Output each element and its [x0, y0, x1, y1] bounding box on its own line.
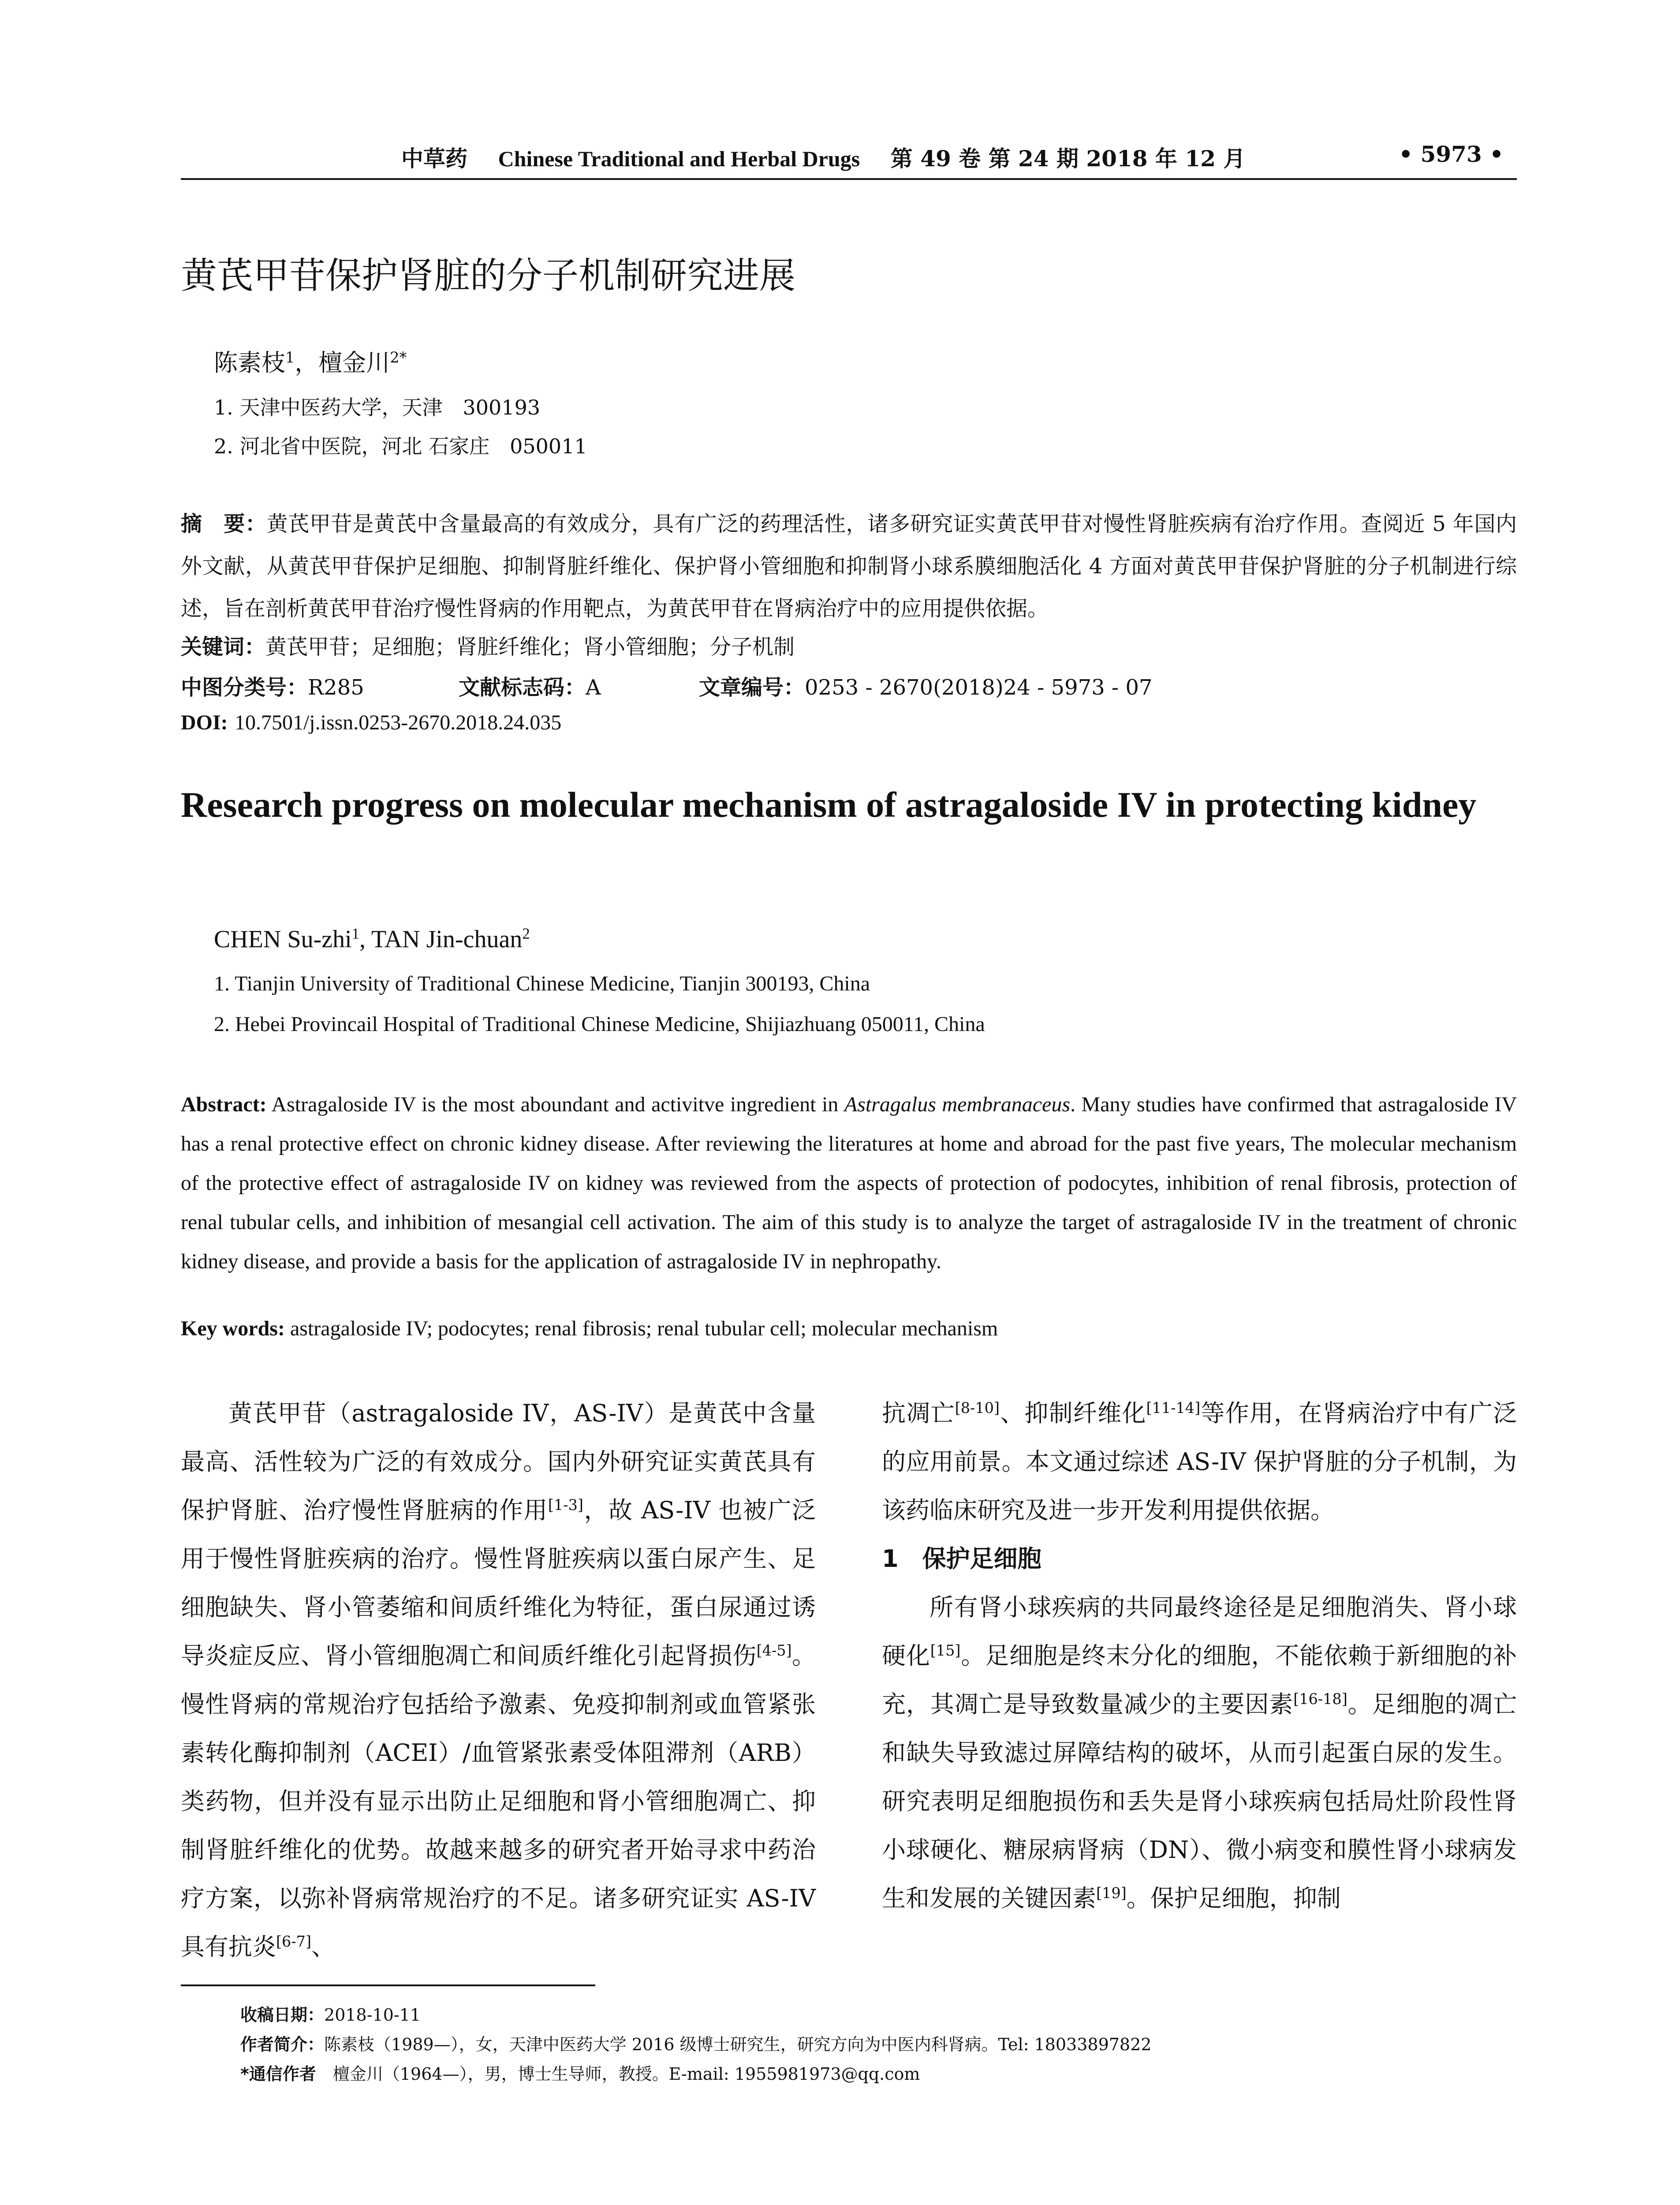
- body-left-text-2: ，故 AS-IV 也被广泛用于慢性肾脏疾病的治疗。慢性肾脏疾病以蛋白尿产生、足细胞缺失、肾小管萎缩和间质纤维化为特征，蛋白尿通过诱导炎症反应、肾小管细胞凋亡和间质纤维化引起肾损伤: [181, 1496, 816, 1670]
- corr-label: *通信作者: [240, 2064, 316, 2084]
- body-left-text-3: 。慢性肾病的常规治疗包括给予激素、免疫抑制剂或血管紧张素转化酶抑制剂（ACEI）/血管紧张素受体阻滞剂（ARB）类药物，但并没有显示出防止足细胞和肾小管细胞凋亡、抑制肾脏纤维化的优势。故越来越多的研究者开始寻求中药治疗方案，以弥补肾病常规治疗的不足。诸多研究证实 AS-IV 具有抗炎: [181, 1642, 816, 1961]
- art-value: 0253 - 2670(2018)24 - 5973 - 07: [805, 675, 1153, 700]
- author-1-sup: 1: [285, 349, 295, 366]
- ref-11-14: [11-14]: [1146, 1399, 1201, 1416]
- authors-cn: [214, 344, 407, 378]
- abstract-cn-text: 黄芪甲苷是黄芪中含量最高的有效成分，具有广泛的药理活性，诸多研究证实黄芪甲苷对慢性肾脏疾病有治疗作用。查阅近 5 年国内外文献，从黄芪甲苷保护足细胞、抑制肾脏纤维化、保护肾小管细胞和抑制肾小球系膜细胞活化 4 方面对黄芪甲苷保护肾脏的分子机制进行综述，旨在剖析黄芪甲苷治疗慢性肾病的作用靶点，为黄芪甲苷在肾病治疗中的应用提供依据。: [181, 512, 1517, 621]
- art-label: 文章编号：: [699, 675, 805, 700]
- keywords-cn-text: 黄芪甲苷；足细胞；肾脏纤维化；肾小管细胞；分子机制: [265, 635, 795, 659]
- body-right-p2-text-3: 。足细胞的凋亡和缺失导致滤过屏障结构的破坏，从而引起蛋白尿的发生。研究表明足细胞损伤和丢失是肾小球疾病包括局灶阶段性肾小球硬化、糖尿病肾病（DN）、微小病变和膜性肾小球病发生和发展的关键因素: [882, 1690, 1517, 1912]
- body-right-column: [882, 1389, 1517, 1923]
- abstract-en-label: Abstract:: [181, 1093, 267, 1116]
- body-right-p2-text-2: 。足细胞是终末分化的细胞，不能依赖于新细胞的补充，其凋亡是导致数量减少的主要因素: [882, 1642, 1517, 1718]
- author-1-cn: 陈素枝: [214, 349, 285, 377]
- doi-label: DOI:: [181, 711, 228, 734]
- body-left-text-4: 、: [311, 1933, 336, 1961]
- doc-code: [459, 670, 601, 701]
- author-2-cn: 檀金川: [318, 349, 390, 377]
- received-label: 收稿日期：: [240, 2005, 325, 2025]
- received-date: 2018-10-11: [324, 2005, 421, 2025]
- body-right-p2-text-4: 。保护足细胞，抑制: [1126, 1884, 1341, 1912]
- journal-name-en: Chinese Traditional and Herbal Drugs: [498, 146, 860, 171]
- affiliation-en-1: 1. Tianjin University of Traditional Chinese Medicine, Tianjin 300193, China: [214, 972, 870, 995]
- body-right-para-1: [882, 1389, 1517, 1535]
- bio-label: 作者简介：: [240, 2035, 325, 2054]
- clc-value: R285: [308, 675, 364, 700]
- authors-en: [214, 925, 530, 953]
- classification-line: [181, 670, 364, 701]
- footnote-corresponding: [240, 2060, 920, 2085]
- abstract-en-text-1: Astragaloside IV is the most aboundant and activitve ingredient in: [271, 1093, 844, 1116]
- affiliation-en-2: 2. Hebei Provincail Hospital of Traditional Chinese Medicine, Shijiazhuang 050011, China: [214, 1013, 985, 1036]
- abstract-cn: [181, 503, 1517, 630]
- ref-1-3: [1-3]: [548, 1496, 583, 1514]
- body-right-p1-text-3: 等作用，在肾病治疗中有广泛的应用前景。本文通过综述 AS-IV 保护肾脏的分子机制，为该药临床研究及进一步开发利用提供依据。: [882, 1399, 1517, 1524]
- ref-6-7: [6-7]: [276, 1933, 312, 1950]
- author-2-en: TAN Jin-chuan: [371, 926, 523, 953]
- affiliation-cn-2: 2. 河北省中医院，河北 石家庄 050011: [214, 434, 587, 458]
- abstract-en-text-2: . Many studies have confirmed that astragaloside IV has a renal protective effect on chronic kidney disease. After reviewing the literatures at home and abroad for the past five years, The molecular mechanism of the protective effect of astragaloside IV on kidney was reviewed from the aspects of protection of podocytes, inhibition of renal fibrosis, protection of renal tubular cells, and inhibition of mesangial cell activation. The aim of this study is to analyze the target of astragaloside IV in the treatment of chronic kidney disease, and provide a basis for the application of astragaloside IV in nephropathy.: [181, 1093, 1517, 1273]
- running-header: [181, 138, 1517, 180]
- doi-line: [181, 710, 561, 735]
- title-en: Research progress on molecular mechanism of astragaloside IV in protecting kidney: [181, 785, 1477, 825]
- body-left-column: [181, 1389, 816, 1971]
- author-sep-cn: ，: [295, 349, 319, 377]
- keywords-en-label: Key words:: [181, 1317, 285, 1340]
- ref-8-10: [8-10]: [955, 1399, 1000, 1416]
- footnote-divider: [181, 1984, 595, 1986]
- ref-16-18: [16-18]: [1293, 1690, 1348, 1708]
- issue-info: 第 49 卷 第 24 期 2018 年 12 月: [890, 146, 1246, 172]
- author-sep-en: ,: [359, 926, 372, 953]
- abstract-en-species: Astragalus membranaceus: [844, 1093, 1070, 1116]
- doi-value: 10.7501/j.issn.0253-2670.2018.24.035: [234, 711, 562, 734]
- keywords-en-text: astragaloside IV; podocytes; renal fibrosis; renal tubular cell; molecular mechanism: [290, 1317, 998, 1340]
- body-left-text-1: 黄芪甲苷（astragaloside IV，AS-IV）是黄芪中含量最高、活性较为广泛的有效成分。国内外研究证实黄芪具有保护肾脏、治疗慢性肾脏病的作用: [181, 1399, 816, 1524]
- journal-info: [401, 141, 1245, 173]
- journal-name-cn: 中草药: [401, 146, 467, 172]
- title-cn: 黄芪甲苷保护肾脏的分子机制研究进展: [181, 255, 796, 297]
- article-number: [699, 670, 1152, 701]
- author-1-en-sup: 1: [351, 925, 360, 942]
- ref-19: [19]: [1096, 1884, 1127, 1902]
- clc-label: 中图分类号：: [181, 675, 308, 700]
- ref-15: [15]: [930, 1642, 961, 1659]
- body-right-para-2: [882, 1583, 1517, 1923]
- abstract-cn-label: 摘 要：: [181, 512, 267, 536]
- ref-4-5: [4-5]: [756, 1642, 792, 1659]
- section-heading-1: 1 保护足细胞: [882, 1545, 1042, 1573]
- author-2-en-sup: 2: [522, 925, 530, 942]
- corr-text: 檀金川（1964—），男，博士生导师，教授。E-mail: 1955981973@qq.com: [316, 2064, 920, 2084]
- keywords-en: [181, 1316, 998, 1341]
- doc-value: A: [586, 675, 601, 700]
- author-2-sup: 2*: [390, 349, 407, 366]
- footnote-author-bio: [240, 2031, 1151, 2055]
- doc-label: 文献标志码：: [459, 675, 586, 700]
- author-1-en: CHEN Su-zhi: [214, 926, 352, 953]
- affiliation-cn-1: 1. 天津中医药大学，天津 300193: [214, 396, 541, 419]
- body-right-p1-text-1: 抗凋亡: [882, 1399, 955, 1427]
- body-right-p1-text-2: 、抑制纤维化: [999, 1399, 1146, 1427]
- keywords-cn: [181, 630, 795, 660]
- page-number: • 5973 •: [1399, 141, 1504, 167]
- body-right-p2-text-1: 所有肾小球疾病的共同最终途径是足细胞消失、肾小球硬化: [882, 1593, 1517, 1670]
- footnote-received: [240, 2001, 421, 2026]
- bio-text: 陈素枝（1989—），女，天津中医药大学 2016 级博士研究生，研究方向为中医内科肾病。Tel: 18033897822: [324, 2035, 1152, 2054]
- keywords-cn-label: 关键词：: [181, 635, 266, 659]
- abstract-en: [181, 1085, 1517, 1281]
